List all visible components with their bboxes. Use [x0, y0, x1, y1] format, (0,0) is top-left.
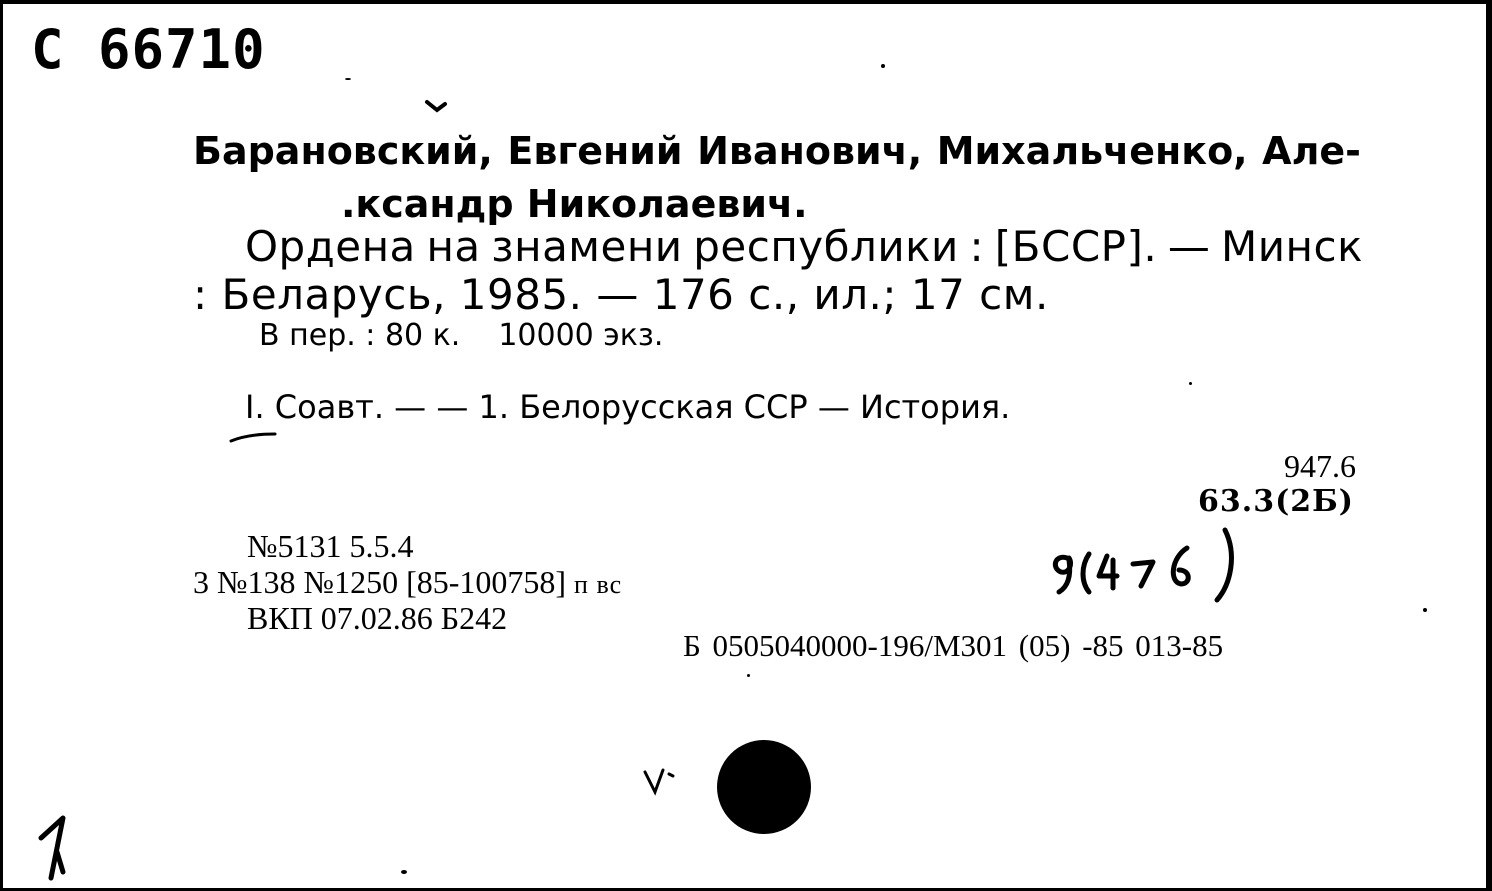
print-run: 10000 экз. [498, 318, 664, 353]
price-line [259, 318, 663, 353]
title-word: Минск [1221, 222, 1363, 271]
author-heading-line2: .ксандр Николаевич. [341, 182, 808, 226]
title-word: [БССР]. [994, 222, 1158, 271]
tracing-line: I. Соавт. — — 1. Белорусская ССР — История. [245, 388, 1011, 426]
service-line1: №5131 5.5.4 [247, 528, 414, 564]
title-line1 [245, 222, 1363, 271]
ink-speck [345, 78, 351, 80]
title-word: — [1167, 222, 1211, 271]
title-word: на [426, 222, 481, 271]
ink-speck [881, 64, 885, 68]
author-word: Михальченко, [936, 129, 1248, 173]
author-word: Иванович, [697, 129, 923, 173]
author-word: Евгений [507, 129, 683, 173]
handwritten-check-mark [641, 764, 683, 798]
handwritten-corner-number [33, 812, 93, 882]
author-heading-line1 [193, 129, 1361, 173]
tick-mark [423, 98, 453, 118]
title-word: : [969, 222, 985, 271]
service-line2 [193, 564, 622, 601]
ink-speck [401, 870, 407, 874]
author-word: Але- [1262, 129, 1361, 173]
udc-class: 947.6 [1284, 448, 1356, 484]
title-word: республики [693, 222, 959, 271]
service-codes: 3 №138 №1250 [85-100758] [193, 564, 567, 600]
author-word: Барановский, [193, 129, 493, 173]
pen-stroke-mark [229, 430, 279, 444]
ink-speck [1423, 608, 1427, 612]
ink-speck [747, 674, 750, 677]
service-line3: ВКП 07.02.86 Б242 [247, 600, 508, 636]
service-marks: п вс [574, 570, 623, 599]
punch-hole [717, 740, 811, 834]
ink-speck [1189, 382, 1192, 385]
bbk-class: 63.3(2Б) [1198, 484, 1354, 519]
call-number: С 66710 [31, 18, 266, 81]
title-word: Ордена [245, 222, 416, 271]
binding-price: В пер. : 80 к. [259, 318, 461, 353]
title-word: знамени [491, 222, 683, 271]
title-line2: : Беларусь, 1985. — 176 с., ил.; 17 см. [193, 270, 1049, 319]
handwritten-class-number [1041, 524, 1241, 614]
isbn-code: Б 0505040000-196/М301 (05) -85 013-85 [683, 628, 1224, 663]
